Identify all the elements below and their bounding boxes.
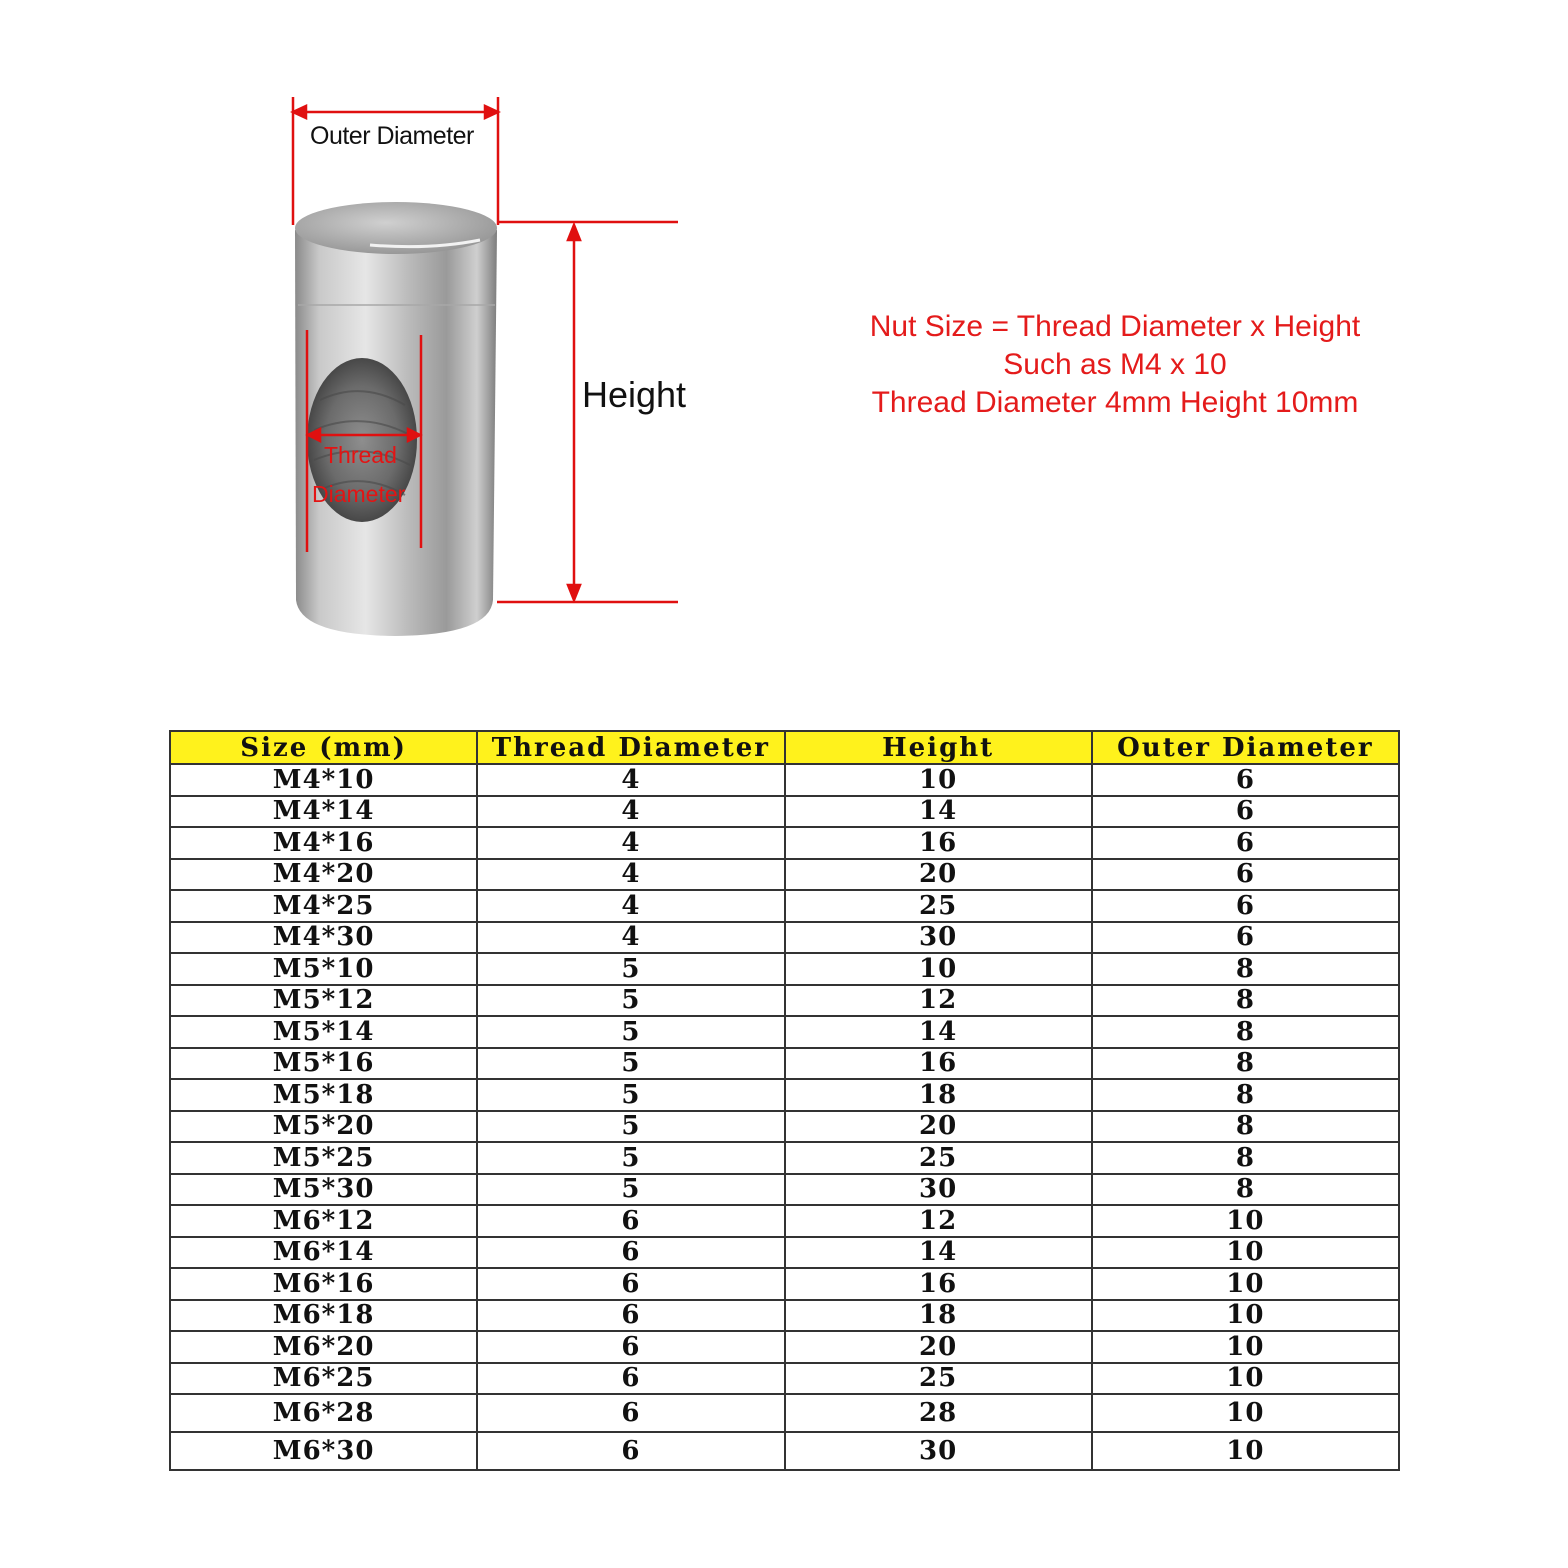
table-header-row — [170, 731, 1399, 764]
height-cell: 14 — [785, 796, 1092, 828]
table-row — [170, 1205, 1399, 1237]
thread-diameter-cell: 4 — [477, 890, 784, 922]
table-row — [170, 1079, 1399, 1111]
table-row — [170, 1142, 1399, 1174]
thread-diameter-cell: 5 — [477, 985, 784, 1017]
thread-diameter-cell: 5 — [477, 1016, 784, 1048]
table-row — [170, 1237, 1399, 1269]
height-cell: 14 — [785, 1016, 1092, 1048]
size-cell: M4*30 — [170, 922, 477, 954]
table-row — [170, 1048, 1399, 1080]
size-cell: M4*14 — [170, 796, 477, 828]
table-row — [170, 1363, 1399, 1395]
size-cell: M6*25 — [170, 1363, 477, 1395]
table-row — [170, 1331, 1399, 1363]
header-height: Height — [785, 731, 1092, 764]
size-cell: M5*25 — [170, 1142, 477, 1174]
thread-diameter-cell: 4 — [477, 859, 784, 891]
thread-diameter-cell: 4 — [477, 764, 784, 796]
thread-diameter-label-line1: Thread — [324, 442, 397, 468]
size-cell: M6*14 — [170, 1237, 477, 1269]
thread-diameter-cell: 5 — [477, 1079, 784, 1111]
outer-diameter-cell: 8 — [1092, 1111, 1399, 1143]
thread-diameter-cell: 6 — [477, 1205, 784, 1237]
height-cell: 14 — [785, 1237, 1092, 1269]
thread-diameter-cell: 6 — [477, 1268, 784, 1300]
thread-diameter-cell: 6 — [477, 1432, 784, 1470]
outer-diameter-cell: 8 — [1092, 953, 1399, 985]
height-cell: 20 — [785, 1331, 1092, 1363]
height-cell: 30 — [785, 1174, 1092, 1206]
size-cell: M4*20 — [170, 859, 477, 891]
thread-diameter-cell: 6 — [477, 1300, 784, 1332]
outer-diameter-cell: 6 — [1092, 859, 1399, 891]
nut-diagram — [0, 0, 1568, 700]
table-row — [170, 1300, 1399, 1332]
height-cell: 25 — [785, 890, 1092, 922]
height-cell: 18 — [785, 1079, 1092, 1111]
height-cell: 20 — [785, 859, 1092, 891]
thread-diameter-cell: 4 — [477, 922, 784, 954]
table-row — [170, 827, 1399, 859]
height-cell: 10 — [785, 953, 1092, 985]
header-outer-diameter: Outer Diameter — [1092, 731, 1399, 764]
size-cell: M6*20 — [170, 1331, 477, 1363]
size-cell: M6*28 — [170, 1394, 477, 1432]
thread-diameter-cell: 5 — [477, 953, 784, 985]
formula-line-2: Such as M4 x 10 — [1003, 348, 1227, 381]
outer-diameter-cell: 10 — [1092, 1268, 1399, 1300]
outer-diameter-cell: 10 — [1092, 1331, 1399, 1363]
table-row — [170, 796, 1399, 828]
outer-diameter-cell: 10 — [1092, 1363, 1399, 1395]
height-cell: 16 — [785, 1268, 1092, 1300]
thread-diameter-cell: 6 — [477, 1394, 784, 1432]
thread-diameter-cell: 5 — [477, 1111, 784, 1143]
header-thread-diameter: Thread Diameter — [477, 731, 784, 764]
height-cell: 18 — [785, 1300, 1092, 1332]
header-size: Size (mm) — [170, 731, 477, 764]
thread-diameter-cell: 6 — [477, 1363, 784, 1395]
thread-diameter-cell: 5 — [477, 1048, 784, 1080]
outer-diameter-label: Outer Diameter — [310, 122, 474, 150]
thread-diameter-cell: 5 — [477, 1174, 784, 1206]
size-cell: M4*25 — [170, 890, 477, 922]
height-cell: 30 — [785, 922, 1092, 954]
table-row — [170, 1111, 1399, 1143]
size-cell: M6*30 — [170, 1432, 477, 1470]
table-row — [170, 922, 1399, 954]
formula-line-3: Thread Diameter 4mm Height 10mm — [871, 386, 1359, 419]
height-cell: 30 — [785, 1432, 1092, 1470]
outer-diameter-cell: 6 — [1092, 827, 1399, 859]
size-cell: M6*18 — [170, 1300, 477, 1332]
outer-diameter-cell: 8 — [1092, 1079, 1399, 1111]
height-label: Height — [582, 374, 687, 415]
height-cell: 12 — [785, 985, 1092, 1017]
outer-diameter-cell: 6 — [1092, 890, 1399, 922]
size-cell: M5*30 — [170, 1174, 477, 1206]
height-cell: 12 — [785, 1205, 1092, 1237]
table-row — [170, 764, 1399, 796]
outer-diameter-cell: 10 — [1092, 1432, 1399, 1470]
size-cell: M6*12 — [170, 1205, 477, 1237]
outer-diameter-cell: 6 — [1092, 922, 1399, 954]
table-body — [170, 764, 1399, 1470]
height-cell: 28 — [785, 1394, 1092, 1432]
outer-diameter-cell: 10 — [1092, 1300, 1399, 1332]
size-cell: M5*16 — [170, 1048, 477, 1080]
outer-diameter-cell: 10 — [1092, 1205, 1399, 1237]
outer-diameter-cell: 8 — [1092, 1142, 1399, 1174]
size-cell: M5*10 — [170, 953, 477, 985]
size-cell: M5*18 — [170, 1079, 477, 1111]
table-row — [170, 1268, 1399, 1300]
height-cell: 25 — [785, 1363, 1092, 1395]
thread-diameter-label-line2: Diameter — [312, 481, 406, 507]
size-cell: M4*16 — [170, 827, 477, 859]
outer-diameter-cell: 10 — [1092, 1237, 1399, 1269]
size-spec-table — [169, 730, 1400, 1471]
thread-diameter-cell: 5 — [477, 1142, 784, 1174]
size-cell: M4*10 — [170, 764, 477, 796]
height-cell: 20 — [785, 1111, 1092, 1143]
formula-line-1: Nut Size = Thread Diameter x Height — [869, 310, 1361, 343]
height-cell: 25 — [785, 1142, 1092, 1174]
outer-diameter-cell: 6 — [1092, 796, 1399, 828]
table-row — [170, 859, 1399, 891]
size-cell: M5*20 — [170, 1111, 477, 1143]
thread-diameter-cell: 4 — [477, 796, 784, 828]
table-row — [170, 1394, 1399, 1432]
outer-diameter-cell: 8 — [1092, 1016, 1399, 1048]
thread-diameter-cell: 6 — [477, 1237, 784, 1269]
size-cell: M6*16 — [170, 1268, 477, 1300]
height-cell: 10 — [785, 764, 1092, 796]
size-formula — [840, 308, 1390, 422]
table-row — [170, 953, 1399, 985]
outer-diameter-cell: 8 — [1092, 1174, 1399, 1206]
height-cell: 16 — [785, 1048, 1092, 1080]
outer-diameter-cell: 6 — [1092, 764, 1399, 796]
table-row — [170, 1016, 1399, 1048]
table-row — [170, 985, 1399, 1017]
size-cell: M5*14 — [170, 1016, 477, 1048]
table-row — [170, 1432, 1399, 1470]
size-cell: M5*12 — [170, 985, 477, 1017]
outer-diameter-cell: 8 — [1092, 985, 1399, 1017]
thread-diameter-cell: 6 — [477, 1331, 784, 1363]
thread-diameter-cell: 4 — [477, 827, 784, 859]
table-row — [170, 1174, 1399, 1206]
height-cell: 16 — [785, 827, 1092, 859]
table-row — [170, 890, 1399, 922]
outer-diameter-cell: 8 — [1092, 1048, 1399, 1080]
outer-diameter-cell: 10 — [1092, 1394, 1399, 1432]
